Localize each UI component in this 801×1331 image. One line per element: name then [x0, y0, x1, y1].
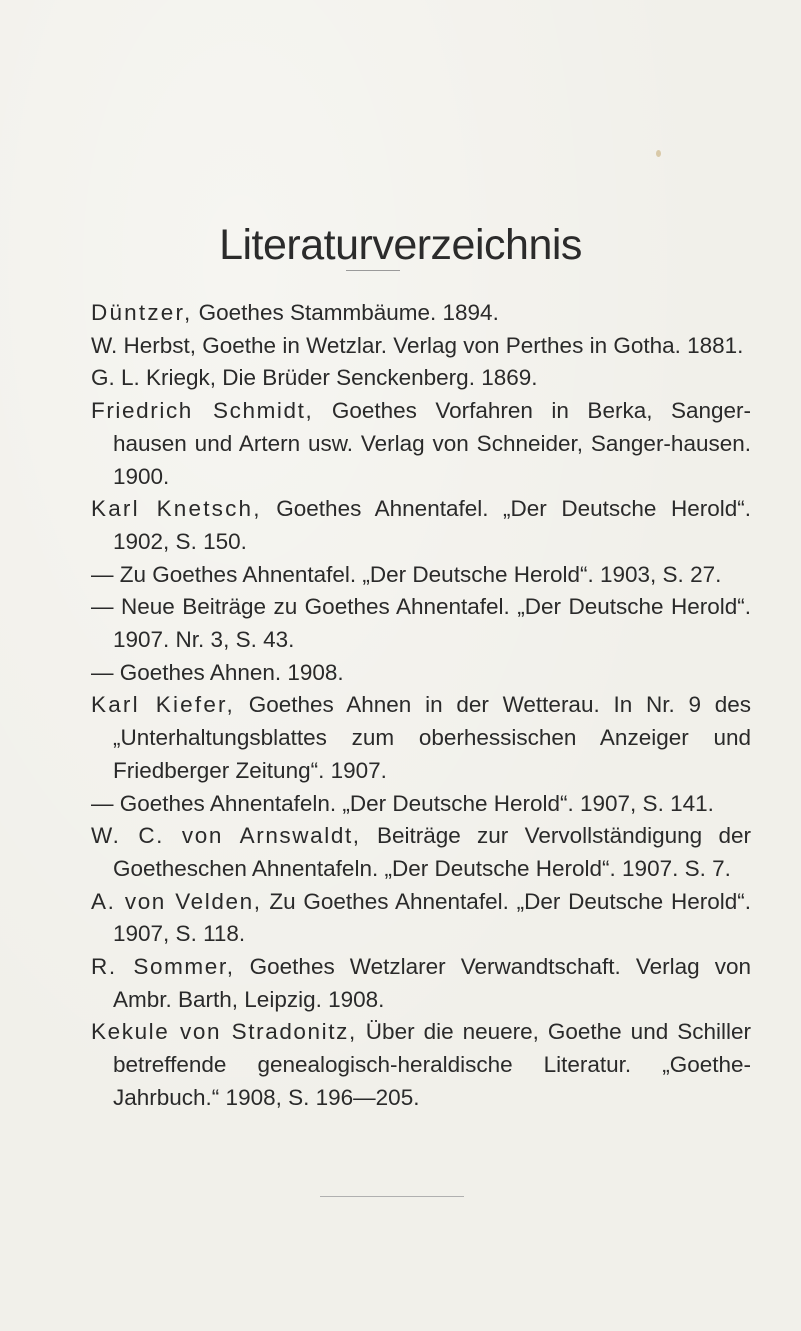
- bibliography-entry: [91, 591, 751, 656]
- entry-text: Goethes Ahnentafel. „Der Deutsche Herold“. 1902, S. 150.: [113, 496, 751, 554]
- entry-author: R. Sommer,: [91, 954, 235, 980]
- bibliography-entry: [91, 297, 751, 330]
- bibliography-entry: [91, 951, 751, 1016]
- entry-author: Karl Knetsch,: [91, 496, 262, 522]
- bibliography-entry: [91, 689, 751, 787]
- paper-speck: [656, 150, 661, 157]
- entry-text: — Goethes Ahnentafeln. „Der Deutsche Herold“. 1907, S. 141.: [91, 790, 714, 816]
- entry-text: Beiträge zur Vervollständigung der Goetheschen Ahnentafeln. „Der Deutsche Herold“. 1907. S. 7.: [113, 823, 751, 881]
- entry-text: Goethes Ahnen in der Wetterau. In Nr. 9 des „Unterhaltungsblattes zum oberhessischen Anzeiger und Friedberger Zeitung“. 1907.: [113, 692, 752, 783]
- entry-author: Karl Kiefer,: [91, 692, 235, 718]
- entry-text: — Zu Goethes Ahnentafel. „Der Deutsche Herold“. 1903, S. 27.: [91, 561, 722, 587]
- bibliography-list: [91, 297, 751, 1115]
- bibliography-entry: [91, 788, 751, 821]
- entry-text: G. L. Kriegk, Die Brüder Senckenberg. 1869.: [91, 365, 538, 391]
- entry-author: A. von Velden,: [91, 888, 262, 914]
- bibliography-entry: [91, 657, 751, 690]
- entry-text: W. Herbst, Goethe in Wetzlar. Verlag von Perthes in Gotha. 1881.: [91, 332, 744, 358]
- page-title: Literaturverzeichnis: [219, 220, 582, 269]
- entry-author: Düntzer,: [91, 300, 193, 325]
- entry-text: — Neue Beiträge zu Goethes Ahnentafel. „Der Deutsche Herold“. 1907. Nr. 3, S. 43.: [91, 594, 751, 653]
- entry-author: Friedrich Schmidt,: [91, 398, 314, 424]
- bibliography-entry: [91, 395, 751, 493]
- end-divider: [320, 1196, 464, 1197]
- entry-text: Goethes Stammbäume. 1894.: [192, 300, 499, 325]
- bibliography-entry: [91, 886, 751, 951]
- entry-text: — Goethes Ahnen. 1908.: [91, 659, 344, 685]
- bibliography-entry: [91, 493, 751, 558]
- bibliography-entry: [91, 362, 751, 395]
- entry-author: W. C. von Arnswaldt,: [91, 823, 361, 849]
- bibliography-entry: [91, 820, 751, 885]
- bibliography-entry: [91, 559, 751, 592]
- title-divider: [346, 270, 400, 271]
- bibliography-entry: [91, 1016, 751, 1114]
- entry-author: Kekule von Stradonitz,: [91, 1019, 357, 1045]
- entry-text: Goethes Wetzlarer Verwandtschaft. Verlag von Ambr. Barth, Leipzig. 1908.: [113, 954, 751, 1012]
- entry-text: Über die neuere, Goethe und Schiller betreffende genealogisch-heraldische Literatur. „Goethe-Jahrbuch.“ 1908, S. 196—205.: [113, 1019, 751, 1110]
- entry-text: Goethes Vorfahren in Berka, Sanger-hausen und Artern usw. Verlag von Schneider, Sanger-hausen. 1900.: [113, 398, 751, 489]
- entry-text: Zu Goethes Ahnentafel. „Der Deutsche Herold“. 1907, S. 118.: [113, 888, 751, 947]
- bibliography-entry: [91, 330, 751, 363]
